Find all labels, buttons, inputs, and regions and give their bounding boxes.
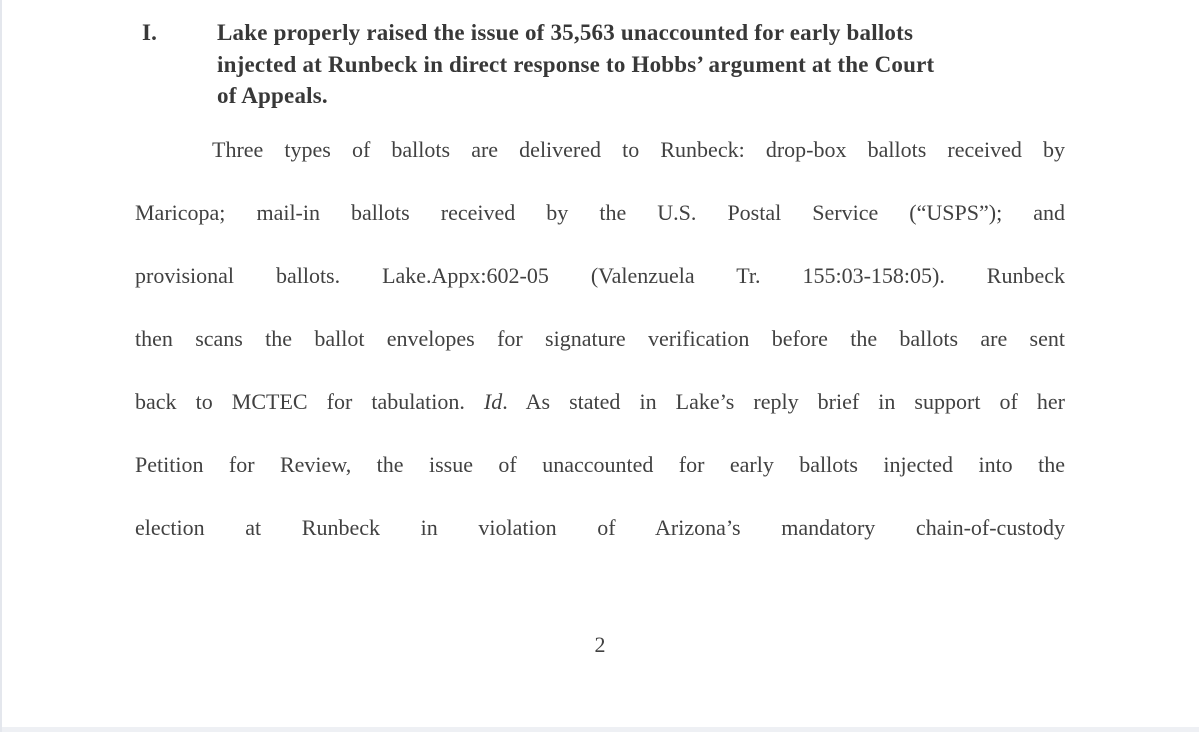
body-line: provisional ballots. Lake.Appx:602-05 (Valenzuela Tr. 155:03-158:05). Runbeck <box>135 263 1065 288</box>
body-line-text: back to MCTEC for tabulation. <box>135 389 484 414</box>
body-paragraph <box>135 118 1065 559</box>
section-numeral: I. <box>142 20 158 45</box>
section-heading-text <box>217 17 934 112</box>
heading-line: Lake properly raised the issue of 35,563 unaccounted for early ballots <box>217 20 914 45</box>
page-number: 2 <box>594 632 606 657</box>
heading-line: of Appeals. <box>217 83 328 108</box>
heading-line: injected at Runbeck in direct response to Hobbs’ argument at the Court <box>217 51 935 77</box>
body-line-text: . As stated in Lake’s reply brief in support of her <box>502 389 1065 414</box>
body-line: then scans the ballot envelopes for signature verification before the ballots are sent <box>135 326 1065 351</box>
citation-id: Id <box>483 389 503 414</box>
body-line: election at Runbeck in violation of Arizona’s mandatory chain-of-custody <box>135 515 1065 540</box>
page-bottom-edge <box>2 727 1199 732</box>
body-line <box>135 370 1065 433</box>
body-line: Three types of ballots are delivered to Runbeck: drop-box ballots received by <box>212 137 1065 162</box>
body-line: Maricopa; mail-in ballots received by the U.S. Postal Service (“USPS”); and <box>135 200 1065 225</box>
section-heading <box>142 17 934 112</box>
body-line: Petition for Review, the issue of unaccounted for early ballots injected into the <box>135 452 1065 477</box>
